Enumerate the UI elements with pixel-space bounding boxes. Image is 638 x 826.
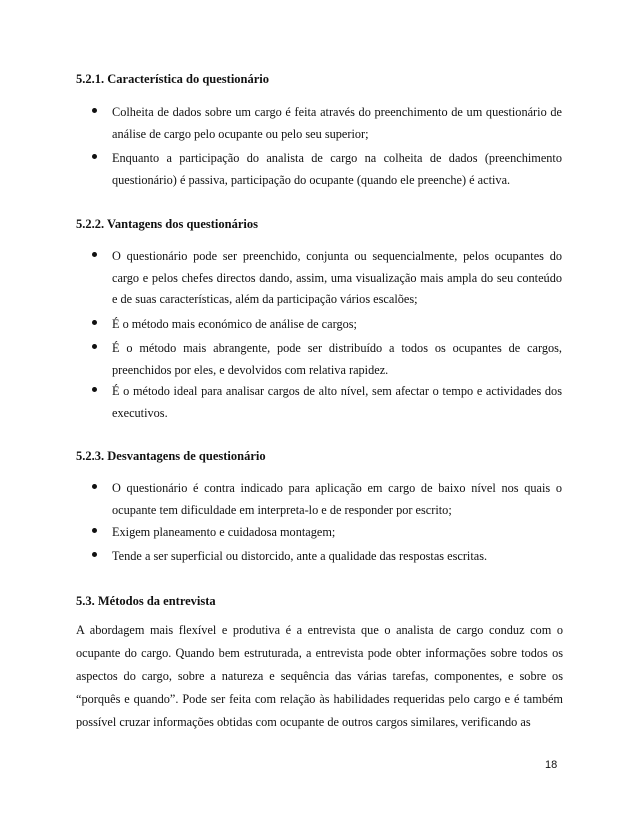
bullet-icon <box>92 528 97 533</box>
bullet-icon <box>92 387 97 392</box>
section-heading-5-2-1: 5.2.1. Característica do questionário <box>76 72 270 86</box>
bullet-text: Exigem planeamento e cuidadosa montagem; <box>112 525 336 539</box>
section-heading-5-3: 5.3. Métodos da entrevista <box>76 594 216 608</box>
bullet-icon <box>92 108 97 113</box>
page-number: 18 <box>545 759 558 771</box>
bullet-icon <box>92 484 97 489</box>
bullet-text: O questionário pode ser preenchido, conjunta ou sequencialmente, pelos ocupantes do cargo e pelos chefes directos dando, assim, uma visualização mais ampla do seu conteúdo e de suas características, além da participação vários escalões; <box>112 249 562 306</box>
bullet-icon <box>92 320 97 325</box>
bullet-icon <box>92 154 97 159</box>
bullet-text: Tende a ser superficial ou distorcido, ante a qualidade das respostas escritas. <box>112 549 488 563</box>
bullet-icon <box>92 344 97 349</box>
bullet-text: É o método ideal para analisar cargos de alto nível, sem afectar o tempo e actividades dos executivos. <box>112 384 562 420</box>
bullet-text: É o método mais abrangente, pode ser distribuído a todos os ocupantes de cargos, preenchidos por eles, e devolvidos com relativa rapidez. <box>112 341 562 377</box>
section-heading-5-2-3: 5.2.3. Desvantagens de questionário <box>76 449 266 463</box>
body-paragraph: A abordagem mais flexível e produtiva é a entrevista que o analista de cargo conduz com o ocupante do cargo. Quando bem estruturada, a entrevista pode obter informações sobre todos os aspectos do cargo, sobre a natureza e sequência das várias tarefas, componentes, e sobre os “porquês e quando”. Pode ser feita com relação às habilidades requeridas pelo cargo e é também possível cruzar informações obtidas com ocupante de outros cargos similares, verificando as <box>76 623 563 729</box>
bullet-icon <box>92 252 97 257</box>
bullet-text: O questionário é contra indicado para aplicação em cargo de baixo nível nos quais o ocupante tem dificuldade em interpreta-lo e de responder por escrito; <box>112 481 562 517</box>
section-heading-5-2-2: 5.2.2. Vantagens dos questionários <box>76 217 258 231</box>
bullet-text: É o método mais económico de análise de cargos; <box>112 317 357 331</box>
bullet-text: Enquanto a participação do analista de cargo na colheita de dados (preenchimento questionário) é passiva, participação do ocupante (quando ele preenche) é activa. <box>112 151 562 187</box>
bullet-icon <box>92 552 97 557</box>
bullet-text: Colheita de dados sobre um cargo é feita através do preenchimento de um questionário de análise de cargo pelo ocupante ou pelo seu superior; <box>112 105 562 141</box>
